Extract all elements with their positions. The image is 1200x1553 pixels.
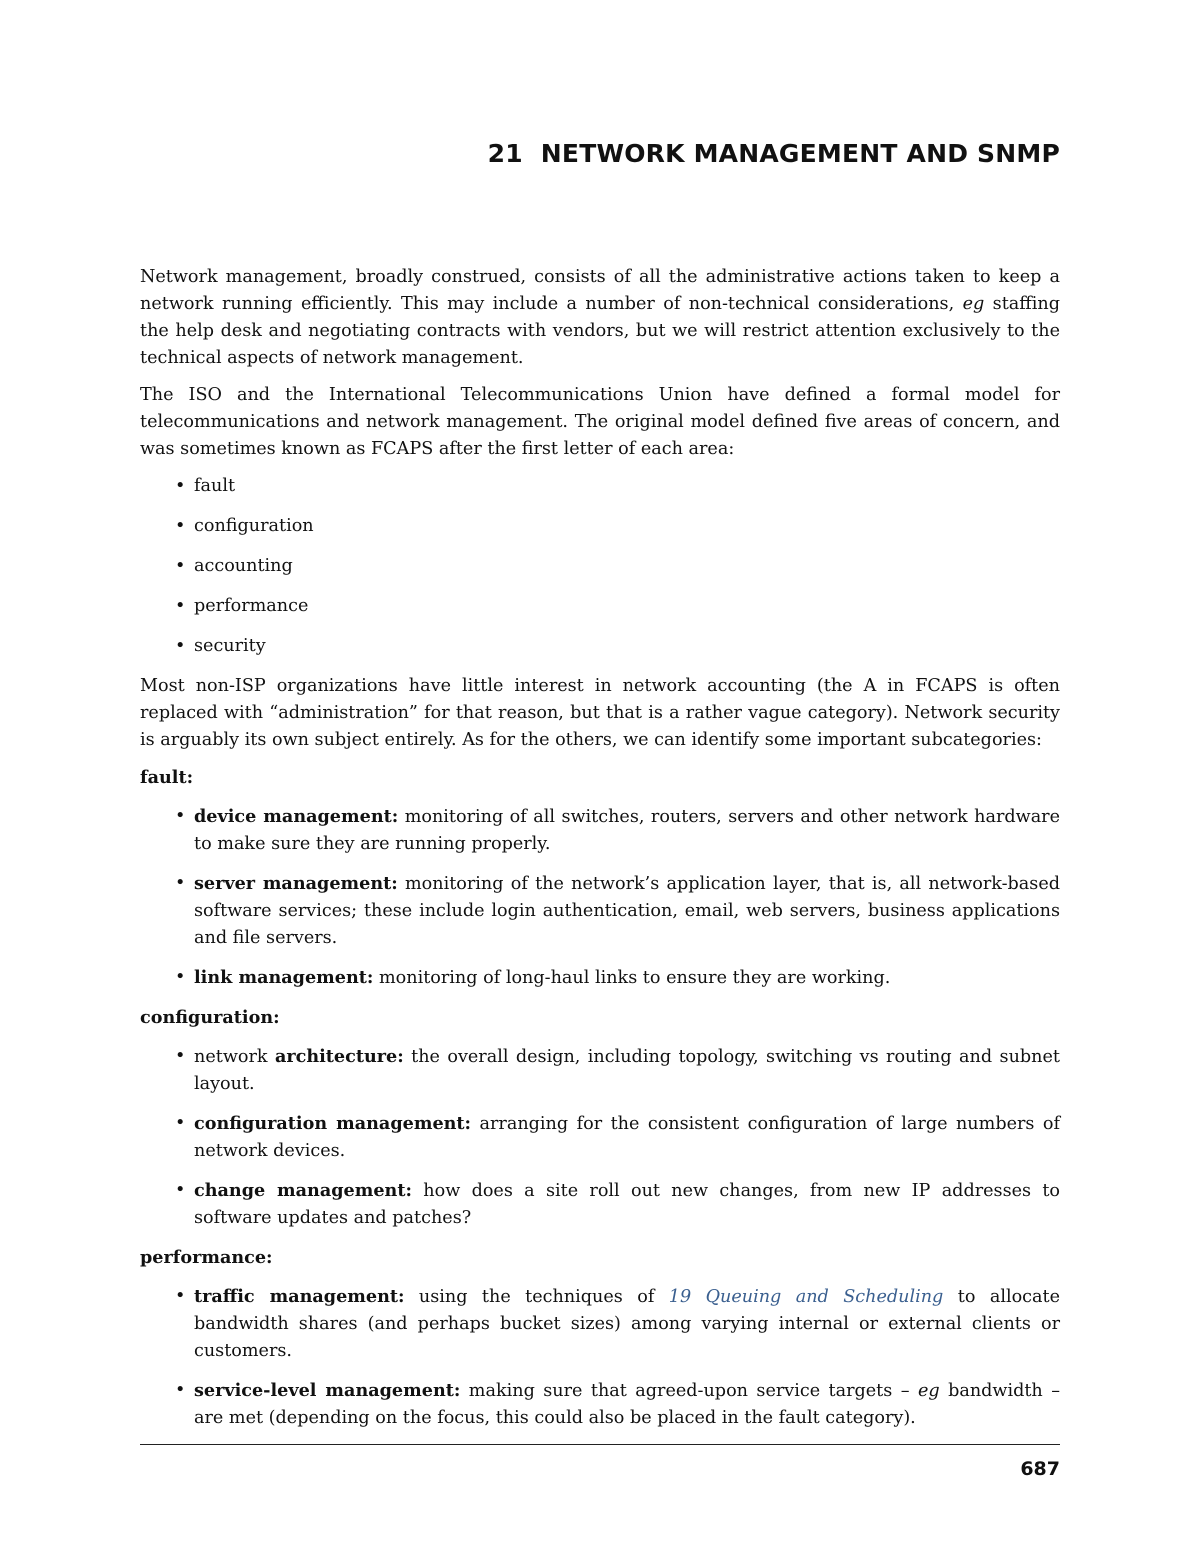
list-item: • service-level management: making sure that agreed-upon service targets – eg bandwidth – are met (depending on the focus, this could also be placed in the fault category). (194, 1377, 1060, 1432)
list-item: • server management: monitoring of the network’s application layer, that is, all network-based software services; these include login authentication, email, web servers, business applications and file servers. (194, 870, 1060, 952)
performance-heading: performance: (140, 1247, 273, 1268)
list-item: • traffic management: using the techniques of 19 Queuing and Scheduling to allocate bandwidth shares (and perhaps bucket sizes) among varying internal or external clients or customers. (194, 1283, 1060, 1365)
page-number: 687 (1020, 1458, 1060, 1480)
configuration-heading: configuration: (140, 1007, 280, 1028)
list-item: • network architecture: the overall design, including topology, switching vs routing and subnet layout. (194, 1043, 1060, 1098)
cross-reference-link[interactable]: 19 Queuing and Scheduling (668, 1287, 944, 1307)
intro-paragraph-1: Network management, broadly construed, consists of all the administrative actions taken to keep a network running efficiently. This may include a number of non-technical considerations, eg staffing the help desk and negotiating contracts with vendors, but we will restrict attention exclusively to the technical aspects of network management. (140, 267, 1060, 368)
chapter-body (140, 264, 1060, 1444)
emphasis-eg: eg (962, 294, 985, 314)
fcaps-item-security: • security (194, 633, 1060, 660)
list-item: • link management: monitoring of long-haul links to ensure they are working. (194, 964, 1060, 992)
chapter-number: 21 (487, 139, 523, 168)
subcategories-paragraph: Most non-ISP organizations have little interest in network accounting (the A in FCAPS is often replaced with “administration” for that reason, but that is a rather vague category). Network security is arguably its own subject entirely. As for the others, we can identify some important subcategories: (140, 676, 1060, 750)
fcaps-item-accounting: • accounting (194, 553, 1060, 580)
fault-heading: fault: (140, 767, 194, 788)
fcaps-item-configuration: • configuration (194, 513, 1060, 540)
list-item: • configuration management: arranging for the consistent configuration of large numbers of network devices. (194, 1110, 1060, 1165)
emphasis-eg: eg (917, 1381, 940, 1401)
intro-paragraph-2: The ISO and the International Telecommunications Union have defined a formal model for telecommunications and network management. The original model defined five areas of concern, and was sometimes known as FCAPS after the first letter of each area: (140, 385, 1060, 459)
fcaps-item-performance: • performance (194, 593, 1060, 620)
fcaps-item-fault: • fault (194, 473, 1060, 500)
list-item: • device management: monitoring of all switches, routers, servers and other network hardware to make sure they are running properly. (194, 803, 1060, 858)
performance-list (140, 1283, 1060, 1432)
document-page (140, 0, 1060, 1553)
list-item: • change management: how does a site roll out new changes, from new IP addresses to software updates and patches? (194, 1177, 1060, 1232)
fault-list (140, 803, 1060, 992)
chapter-title (488, 140, 1060, 167)
fcaps-list (140, 473, 1060, 660)
chapter-title-text: NETWORK MANAGEMENT AND SNMP (540, 139, 1060, 168)
configuration-list (140, 1043, 1060, 1232)
footer-divider (140, 1444, 1060, 1445)
